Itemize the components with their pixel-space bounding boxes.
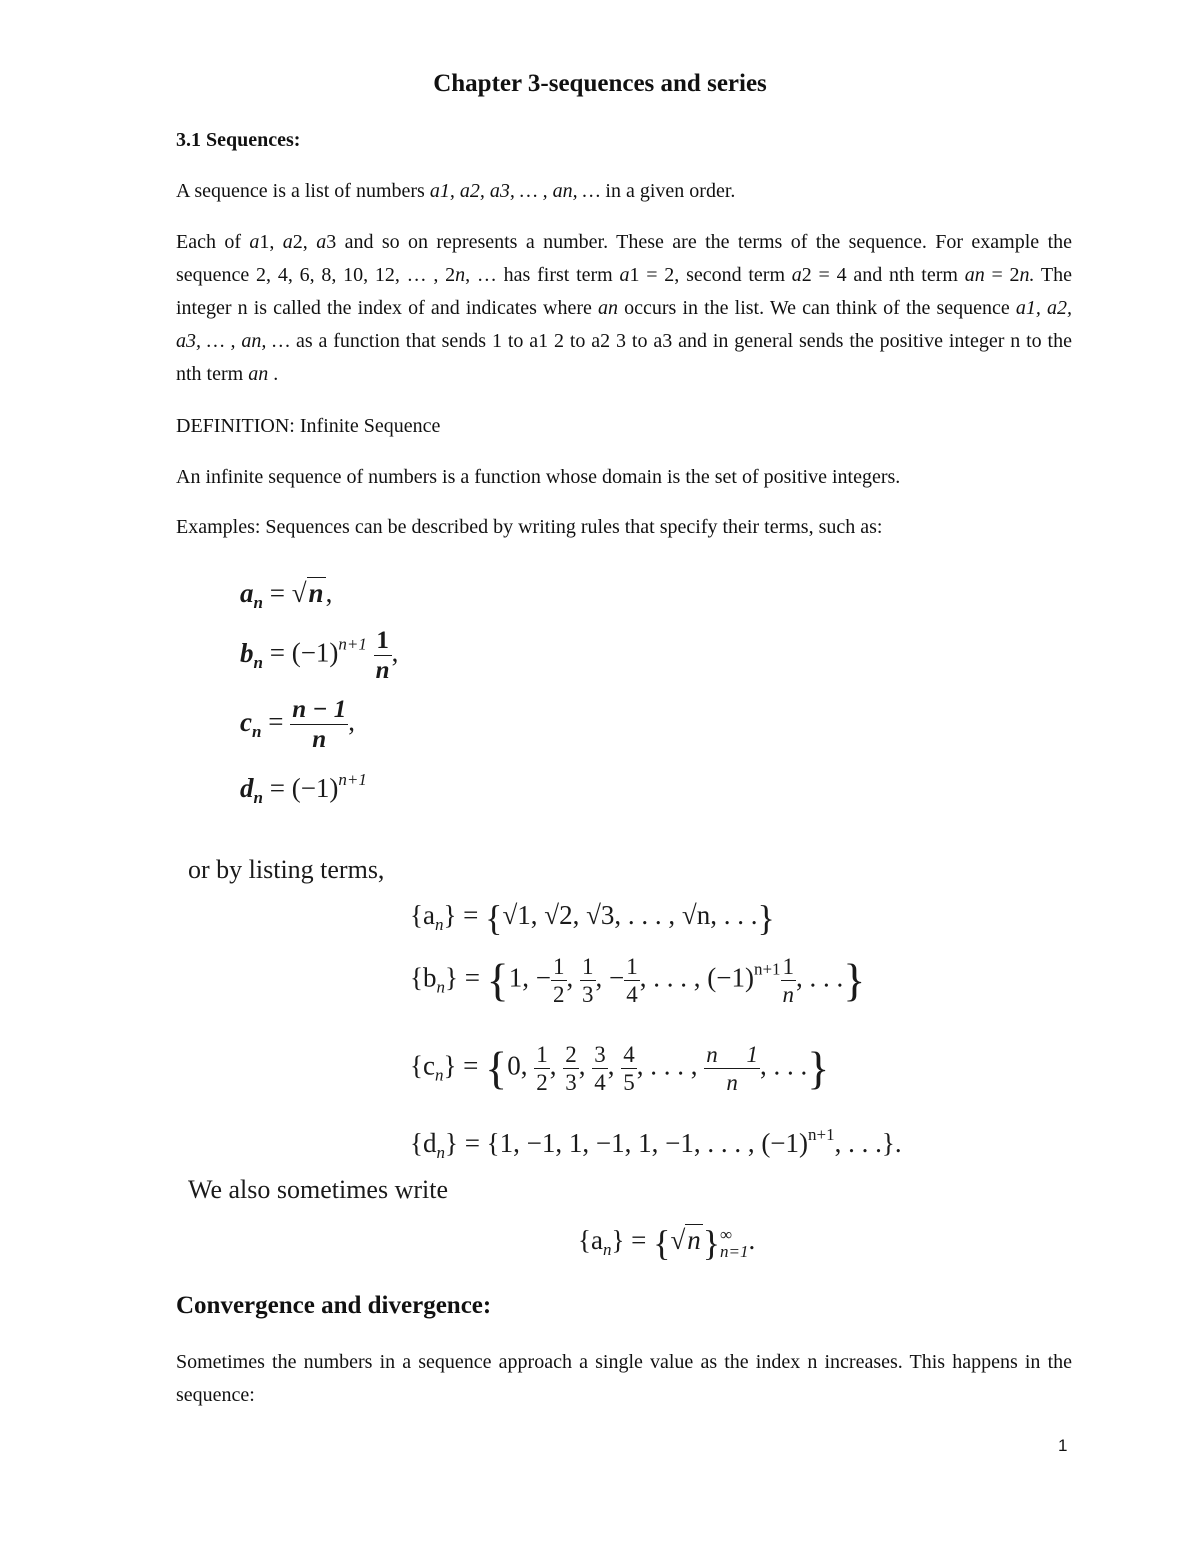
d-rhs: {1, −1, 1, −1, 1, −1, . . . , (−1) bbox=[486, 1128, 809, 1158]
var-a: a bbox=[240, 578, 254, 608]
text-run: as a function that sends 1 to a1 2 to a2 3 to a3 and in general sends the positive integer n to the nth term bbox=[176, 330, 1072, 385]
sqrt-icon: √ bbox=[502, 900, 518, 931]
subscript: n bbox=[436, 1143, 445, 1162]
c-start: 0, bbox=[507, 1050, 528, 1081]
lhs-d: {d bbox=[410, 1128, 437, 1158]
intro-post: in a given order. bbox=[600, 180, 736, 202]
var-c: c bbox=[240, 706, 252, 737]
text-run: . bbox=[268, 363, 279, 385]
section-heading-convergence: Convergence and divergence: bbox=[176, 1292, 492, 1319]
c-mid: , . . . , bbox=[636, 1050, 698, 1081]
lower-limit: n=1 bbox=[720, 1242, 749, 1261]
b-start: 1, − bbox=[508, 962, 551, 993]
final-equation: $\{a_n\} = \{√n\}$ ∞ n=1 . bbox=[578, 1223, 756, 1263]
section-heading: 3.1 Sequences: bbox=[176, 129, 301, 151]
intro-terms: a1, a2, a3, … , an, … bbox=[429, 180, 601, 202]
math-run: an bbox=[964, 264, 985, 286]
neg-one: (−1) bbox=[291, 773, 339, 803]
lhs-a: {a bbox=[410, 900, 435, 931]
equals: = bbox=[269, 637, 285, 668]
formula-c bbox=[240, 697, 355, 752]
text-run: 1, bbox=[259, 231, 283, 253]
intro-paragraph bbox=[176, 175, 735, 208]
formula-b bbox=[240, 628, 398, 683]
listing-b: $\{b_n\} = \{1$, − $\frac{1}{2}$ , $\frac{1}{3}$ , − $\frac{1}{4}$ , . . . , $(-1)^{n+1}$ $\frac{1}{n}$ , . . .} bbox=[410, 954, 866, 1007]
intro-pre: A sequence is a list of numbers bbox=[176, 180, 430, 202]
b-tail: , . . . , (−1) bbox=[639, 962, 754, 993]
math-run: a1, a2, a3, … , an, … bbox=[176, 297, 1072, 352]
comma: , bbox=[348, 706, 355, 737]
math-run: n. bbox=[1019, 264, 1035, 286]
comma: , bbox=[325, 578, 333, 608]
listing-a: $\{a_n\} = \{√1$, √2, √3, . . . , √n, . . .} bbox=[410, 898, 775, 938]
math-run: n bbox=[455, 264, 466, 286]
subscript: n bbox=[253, 788, 263, 807]
math-run: an bbox=[598, 297, 619, 319]
listing-intro: or by listing terms, bbox=[188, 855, 385, 884]
page-title: Chapter 3-sequences and series bbox=[433, 70, 767, 97]
equals: = bbox=[463, 900, 479, 931]
listing-d: $\{d_n\} = \{1$, −1, 1, −1, 1, −1, . . . , $(-1)^{n+1}$, . . .}. bbox=[410, 1125, 902, 1162]
upper-limit: ∞ bbox=[720, 1225, 733, 1244]
c-numerator: n 1 bbox=[706, 1042, 758, 1067]
denominator: n bbox=[375, 657, 390, 684]
radicand: n bbox=[687, 1225, 701, 1256]
equals: = bbox=[269, 578, 285, 608]
var-d: d bbox=[240, 773, 254, 803]
text-run: 2 = 4 and nth term bbox=[801, 264, 965, 286]
equals: = bbox=[631, 1225, 647, 1256]
math-run: an bbox=[248, 363, 269, 385]
exponent: n+1 bbox=[753, 959, 781, 979]
numerator: n − 1 bbox=[292, 696, 347, 723]
also-write: We also sometimes write bbox=[188, 1175, 449, 1204]
equals: = bbox=[269, 773, 285, 803]
definition-text: An infinite sequence of numbers is a function whose domain is the set of positive integers. bbox=[176, 466, 901, 488]
definition-label: DEFINITION: Infinite Sequence bbox=[176, 415, 441, 437]
subscript: n bbox=[251, 721, 262, 741]
math-run: a bbox=[619, 264, 630, 286]
neg-one: (−1) bbox=[291, 637, 339, 668]
numerator: 1 bbox=[374, 628, 392, 656]
sqrt-icon: √ bbox=[670, 1225, 686, 1256]
comma: , bbox=[391, 637, 399, 668]
math-run: a bbox=[282, 231, 293, 253]
subscript: n bbox=[436, 977, 445, 997]
formula-d bbox=[240, 770, 367, 808]
equals: = bbox=[268, 706, 284, 737]
math-run: a bbox=[249, 231, 260, 253]
subscript: n bbox=[434, 1065, 444, 1085]
radicand: n bbox=[308, 578, 324, 608]
examples-intro: Examples: Sequences can be described by writing rules that specify their terms, such as: bbox=[176, 516, 883, 538]
subscript: n bbox=[602, 1240, 612, 1260]
exponent: n+1 bbox=[338, 770, 367, 789]
equals: = bbox=[464, 1128, 480, 1158]
equals: = bbox=[463, 1050, 479, 1081]
subscript: n bbox=[253, 593, 263, 612]
sqrt-icon: √ bbox=[291, 578, 307, 608]
equals: = bbox=[464, 962, 480, 993]
listing-c: $\{c_n\} = \{0$, $\frac{1}{2}$ , $\frac{2}{3}$ , $\frac{3}{4}$ , $\frac{4}{5}$ , . . . , $\frac{n 1}{n}$ , . . .} bbox=[410, 1042, 830, 1095]
lhs-b: {b bbox=[410, 962, 437, 993]
math-run: a bbox=[316, 231, 327, 253]
text-run: 3 and so on represents a number. These are the terms of the sequence. For example the sequence 2, 4, 6, 8, 10, 12, … , 2 bbox=[176, 231, 1072, 286]
text-run: 2, bbox=[292, 231, 317, 253]
c-denominator: n bbox=[726, 1070, 738, 1095]
exponent: n+1 bbox=[808, 1125, 835, 1144]
math-run: a bbox=[791, 264, 802, 286]
subscript: n bbox=[253, 652, 263, 672]
terms-a: 1, √2, √3, . . . , √n, . . . bbox=[517, 900, 758, 931]
denominator: n bbox=[312, 726, 327, 753]
text-run: Each of bbox=[176, 231, 250, 253]
formula-a bbox=[240, 578, 332, 613]
text-run: , … has first term bbox=[465, 264, 620, 286]
text-run: occurs in the list. We can think of the sequence bbox=[618, 297, 1016, 319]
closing-paragraph: Sometimes the numbers in a sequence approach a single value as the index n increases. This happens in the sequence: bbox=[176, 1351, 1072, 1406]
page-number: 1 bbox=[1058, 1436, 1068, 1455]
subscript: n bbox=[434, 915, 444, 935]
d-end: , . . .}. bbox=[834, 1128, 902, 1158]
text-run: The integer n is called the index of and indicates where bbox=[176, 264, 1073, 319]
text-run: = 2 bbox=[984, 264, 1020, 286]
terms-paragraph bbox=[176, 226, 1072, 391]
lhs-c: {c bbox=[410, 1050, 435, 1081]
lhs-final: {a bbox=[578, 1225, 603, 1256]
exponent: n+1 bbox=[338, 634, 367, 654]
var-b: b bbox=[240, 637, 254, 668]
text-run: 1 = 2, second term bbox=[629, 264, 792, 286]
